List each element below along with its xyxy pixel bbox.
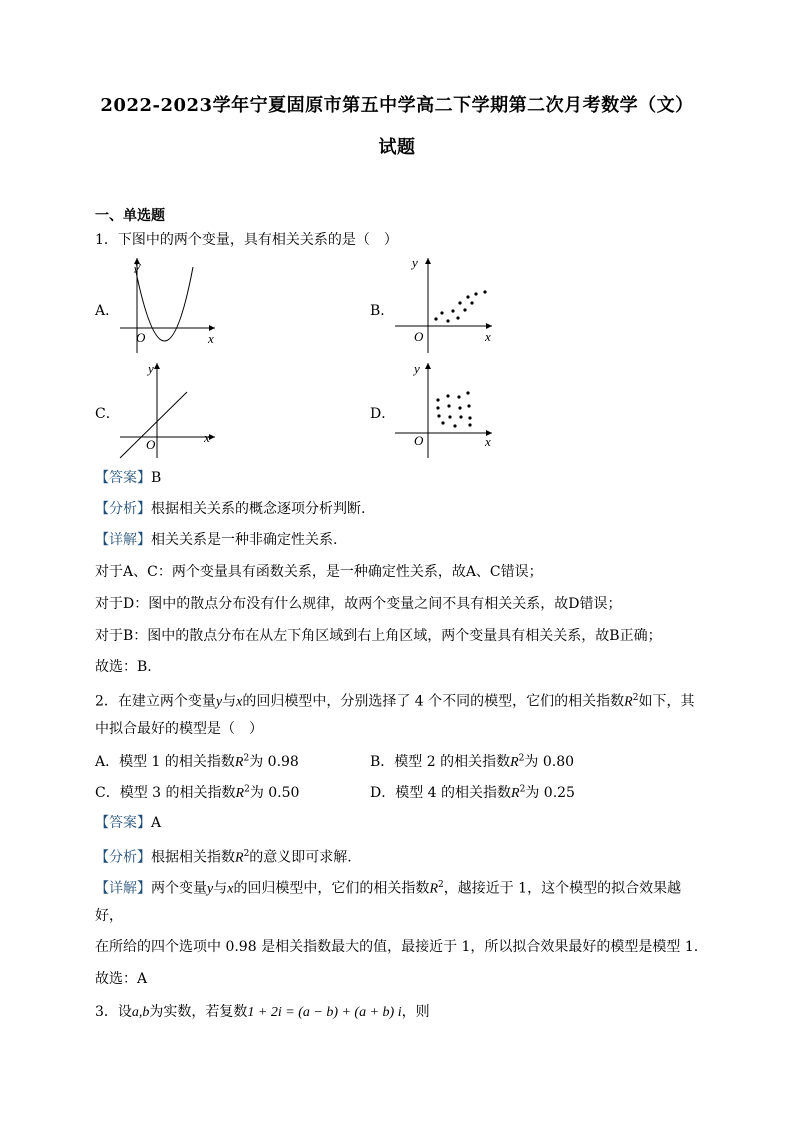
scatter-point — [470, 301, 473, 304]
paper-title-line1: 2022-2023学年宁夏固原市第五中学高二下学期第二次月考数学（文） — [100, 95, 694, 116]
graph-b-y-label: y — [412, 255, 418, 270]
scatter-point — [456, 316, 459, 319]
scatter-point — [483, 290, 486, 293]
scatter-point — [453, 424, 456, 427]
section-heading: 一、单选题 — [95, 208, 165, 224]
scatter-point — [437, 414, 440, 417]
scatter-point — [468, 423, 471, 426]
q2-stem-line1: 2．在建立两个变量y与x的回归模型中，分别选择了 4 个不同的模型，它们的相关指数$R^2$如下，其 — [95, 693, 695, 710]
q2-detail-cont: 好， — [95, 908, 123, 924]
scatter-point — [468, 416, 471, 419]
detail-tag: 【详解】 — [95, 880, 151, 897]
scatter-point — [434, 317, 437, 320]
q1-analysis-text: 根据相关关系的概念逐项分析判断. — [151, 501, 366, 517]
q1-option-d-label: D． — [370, 406, 396, 422]
scatter-point — [446, 394, 449, 397]
scatter-point — [441, 421, 444, 424]
q2-choose: 故选：A — [95, 971, 148, 987]
graph-a-parabola — [115, 255, 225, 355]
paper-title-line2: 试题 — [378, 137, 416, 158]
graph-c-y-label: y — [148, 361, 154, 376]
scatter-point — [457, 395, 460, 398]
q1-option-a-label: A． — [95, 303, 120, 319]
graph-a-origin: O — [136, 330, 146, 345]
q2-stem-line2: 中拟合最好的模型是（ ） — [95, 721, 263, 737]
q2-answer — [95, 814, 161, 832]
scatter-point — [463, 308, 466, 311]
q2-option-a: A．模型 1 的相关指数$R^2$为 0.98 — [95, 753, 299, 770]
graph-b-origin: O — [414, 329, 424, 344]
answer-tag: 【答案】 — [95, 815, 151, 831]
q2-detail: 【详解】两个变量y与x的回归模型中，它们的相关指数$R^2$，越接近于 1，这个模型的拟合效果越 — [95, 880, 682, 897]
scatter-point — [466, 391, 469, 394]
q1-answer — [95, 469, 161, 487]
graph-b-correlated-scatter — [390, 255, 500, 355]
graph-a-x-label: x — [208, 331, 214, 346]
scatter-point — [451, 309, 454, 312]
q1-detail-text: 相关关系是一种非确定性关系. — [151, 532, 338, 548]
q1-analysis — [95, 500, 365, 518]
scatter-point — [466, 295, 469, 298]
graph-b-x-label: x — [485, 329, 491, 344]
scatter-point — [474, 292, 477, 295]
graph-d-x-label: x — [485, 434, 491, 449]
graph-c-x-label: x — [204, 430, 210, 445]
q2-option-c: C．模型 3 的相关指数$R^2$为 0.50 — [95, 784, 300, 801]
q2-answer-value: A — [151, 815, 162, 831]
scatter-point — [446, 319, 449, 322]
analysis-tag: 【分析】 — [95, 849, 151, 866]
graph-d-origin: O — [414, 433, 424, 448]
q2-option-b: B．模型 2 的相关指数$R^2$为 0.80 — [370, 753, 575, 770]
q1-stem: 1．下图中的两个变量，具有相关关系的是（ ） — [95, 232, 398, 248]
scatter-point — [440, 311, 443, 314]
graph-d-y-label: y — [414, 361, 420, 376]
scatter-point — [458, 406, 461, 409]
answer-tag: 【答案】 — [95, 470, 151, 486]
q1-detail-line: 对于B：图中的散点分布在从左下角区域到右上角区域，两个变量具有相关关系，故B正确； — [95, 628, 662, 644]
scatter-point — [436, 398, 439, 401]
scatter-point — [458, 301, 461, 304]
q2-detail-line: 在所给的四个选项中 0.98 是相关指数最大的值，最接近于 1，所以拟合效果最好的模型是模型 1. — [95, 939, 699, 955]
graph-d-random-scatter — [390, 360, 500, 460]
q1-option-b-label: B． — [370, 303, 395, 319]
graph-c-linear — [115, 360, 225, 460]
detail-tag: 【详解】 — [95, 532, 151, 548]
q1-option-c-label: C． — [95, 406, 120, 422]
scatter-point — [447, 404, 450, 407]
scatter-point — [448, 415, 451, 418]
scatter-point — [436, 406, 439, 409]
q1-answer-value: B — [151, 470, 162, 486]
q3-stem: 3．设a,b为实数，若复数1 + 2i = (a − b) + (a + b) i，则 — [95, 1004, 430, 1020]
q1-choose: 故选：B. — [95, 659, 152, 675]
graph-a-y-label: y — [135, 258, 141, 273]
analysis-tag: 【分析】 — [95, 501, 151, 517]
q2-option-d: D．模型 4 的相关指数$R^2$为 0.25 — [370, 784, 575, 801]
scatter-point — [467, 404, 470, 407]
q2-analysis: 【分析】根据相关指数$R^2$的意义即可求解. — [95, 849, 352, 866]
q1-detail-line: 对于D：图中的散点分布没有什么规律，故两个变量之间不具有相关关系，故D错误； — [95, 596, 622, 612]
scatter-point — [459, 415, 462, 418]
q1-detail — [95, 531, 337, 549]
q1-detail-line: 对于A、C：两个变量具有函数关系，是一种确定性关系，故A、C错误； — [95, 564, 543, 580]
graph-c-origin: O — [146, 437, 156, 452]
